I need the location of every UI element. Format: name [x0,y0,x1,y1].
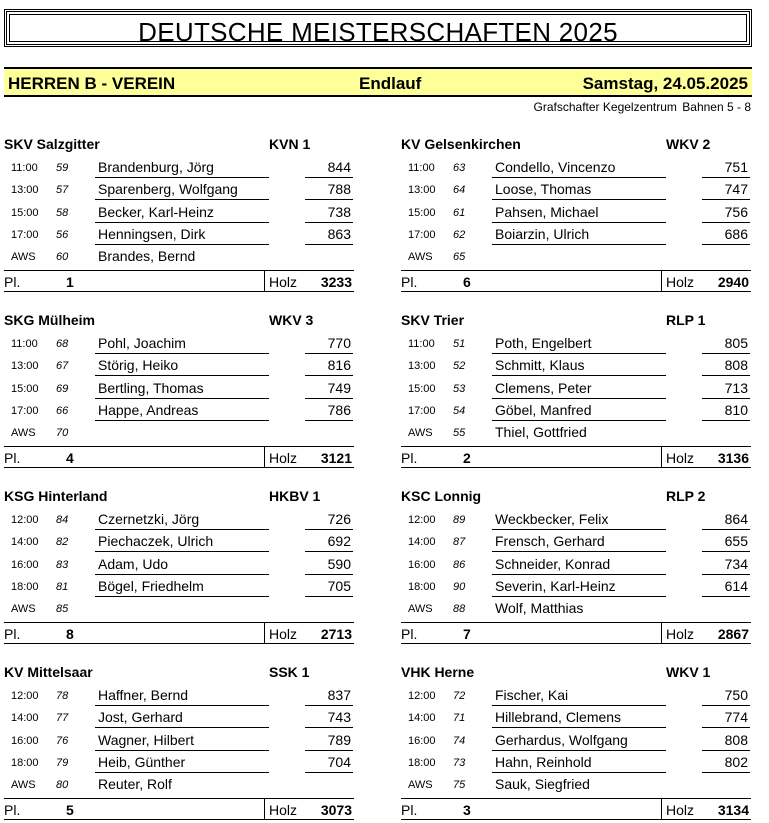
start-time: 14:00 [11,536,39,548]
substitute-row [4,422,354,444]
start-time: 14:00 [408,712,436,724]
team-total: 3136 [717,450,749,466]
place-label: Pl. [401,450,418,466]
start-number: 79 [56,757,69,769]
place-label: Pl. [4,450,21,466]
substitute-number: 88 [453,603,466,615]
start-time: 12:00 [408,514,436,526]
player-row [4,509,354,531]
player-score: 789 [305,732,353,751]
place-label: Pl. [401,626,418,642]
player-row [401,707,751,729]
player-name: Adam, Udo [95,556,269,575]
holz-label: Holz [269,802,298,818]
venue-lanes: Bahnen 5 - 8 [682,100,751,114]
competition-class: HERREN B - VEREIN [8,74,176,93]
holz-label: Holz [666,450,695,466]
start-number: 84 [56,514,69,526]
team-code: WKV 3 [269,312,314,328]
player-score: 738 [305,204,353,223]
player-row [401,685,751,707]
start-number: 62 [453,229,466,241]
start-time: 18:00 [11,757,39,769]
team-block [4,486,354,646]
holz-label: Holz [269,626,298,642]
team-block [401,310,751,470]
player-score: 756 [702,204,750,223]
team-footer [4,270,354,292]
start-time: 18:00 [408,581,436,593]
start-number: 66 [56,405,69,417]
substitute-name: Wolf, Matthias [495,600,584,616]
start-number: 53 [453,383,466,395]
holz-box [661,446,751,468]
aws-label: AWS [408,427,433,439]
place-label: Pl. [4,626,21,642]
team-name: KSG Hinterland [4,488,108,504]
player-name: Schneider, Konrad [492,556,666,575]
player-score: 749 [305,380,353,399]
page-title: DEUTSCHE MEISTERSCHAFTEN 2025 [138,17,618,47]
player-name: Bögel, Friedhelm [95,578,269,597]
start-number: 87 [453,536,466,548]
start-number: 81 [56,581,69,593]
team-name: SKV Salzgitter [4,136,100,152]
start-time: 15:00 [408,207,436,219]
start-time: 12:00 [11,514,39,526]
player-row [401,509,751,531]
player-score: 704 [305,754,353,773]
start-time: 18:00 [11,581,39,593]
start-time: 17:00 [11,405,39,417]
player-name: Wagner, Hilbert [95,732,269,751]
player-row [4,576,354,598]
start-number: 74 [453,735,466,747]
player-row [4,157,354,179]
team-place: 4 [66,450,74,466]
start-number: 58 [56,207,69,219]
substitute-number: 85 [56,603,69,615]
start-number: 89 [453,514,466,526]
substitute-number: 55 [453,427,466,439]
start-time: 11:00 [11,338,38,350]
player-name: Brandenburg, Jörg [95,159,269,178]
team-header [401,310,751,330]
player-score: 810 [702,402,750,421]
start-time: 13:00 [408,184,436,196]
start-number: 90 [453,581,466,593]
player-score: 747 [702,181,750,200]
player-row [4,707,354,729]
start-number: 67 [56,360,69,372]
player-row [401,333,751,355]
start-time: 11:00 [408,162,435,174]
aws-label: AWS [408,603,433,615]
substitute-row [4,598,354,620]
player-row [4,400,354,422]
player-row [401,554,751,576]
holz-box [264,798,354,820]
team-code: KVN 1 [269,136,311,152]
player-name: Fischer, Kai [492,687,666,706]
player-name: Loose, Thomas [492,181,666,200]
player-name: Henningsen, Dirk [95,226,269,245]
team-place: 8 [66,626,74,642]
player-name: Boiarzin, Ulrich [492,226,666,245]
team-footer [401,270,751,292]
team-code: RLP 2 [666,488,706,504]
team-place: 7 [463,626,471,642]
team-footer [4,446,354,468]
venue-line [532,100,751,114]
player-row [401,378,751,400]
team-header [4,662,354,682]
start-time: 13:00 [408,360,436,372]
player-row [4,224,354,246]
place-label: Pl. [4,802,21,818]
start-number: 51 [453,338,466,350]
player-name: Weckbecker, Felix [492,511,666,530]
player-row [4,752,354,774]
player-row [4,531,354,553]
team-name: KV Gelsenkirchen [401,136,521,152]
substitute-row [401,774,751,796]
start-number: 71 [453,712,466,724]
start-time: 15:00 [11,383,39,395]
start-number: 82 [56,536,69,548]
player-score: 837 [305,687,353,706]
team-code: RLP 1 [666,312,706,328]
team-total: 2940 [717,274,749,290]
start-number: 61 [453,207,466,219]
player-row [401,179,751,201]
start-number: 83 [56,559,69,571]
player-name: Störig, Heiko [95,357,269,376]
aws-label: AWS [408,779,433,791]
team-header [4,486,354,506]
player-name: Frensch, Gerhard [492,533,666,552]
holz-box [264,270,354,292]
start-number: 64 [453,184,466,196]
player-row [401,576,751,598]
player-name: Göbel, Manfred [492,402,666,421]
team-block [401,134,751,294]
player-row [401,531,751,553]
team-block [4,310,354,470]
substitute-number: 80 [56,779,69,791]
holz-label: Holz [666,274,695,290]
player-score: 655 [702,533,750,552]
player-name: Hillebrand, Clemens [492,709,666,728]
player-name: Sparenberg, Wolfgang [95,181,269,200]
start-time: 14:00 [11,712,39,724]
player-name: Piechaczek, Ulrich [95,533,269,552]
start-time: 17:00 [408,405,436,417]
substitute-name [95,600,269,619]
player-score: 864 [702,511,750,530]
player-row [401,752,751,774]
holz-label: Holz [269,274,298,290]
substitute-name: Brandes, Bernd [98,248,196,264]
team-footer [4,622,354,644]
team-footer [401,446,751,468]
start-time: 11:00 [408,338,435,350]
start-number: 59 [56,162,69,174]
holz-label: Holz [666,802,695,818]
event-date: Samstag, 24.05.2025 [582,74,748,93]
start-number: 77 [56,712,69,724]
team-code: SSK 1 [269,664,310,680]
team-block [4,134,354,294]
team-total: 3121 [320,450,352,466]
start-time: 12:00 [408,690,436,702]
player-name: Pohl, Joachim [95,335,269,354]
place-label: Pl. [4,274,21,290]
start-time: 12:00 [11,690,39,702]
team-header [401,662,751,682]
substitute-name: Sauk, Siegfried [495,776,590,792]
player-score: 808 [702,732,750,751]
team-total: 3233 [320,274,352,290]
team-footer [4,798,354,820]
player-name: Jost, Gerhard [95,709,269,728]
team-name: KV Mittelsaar [4,664,93,680]
holz-box [661,798,751,820]
team-place: 3 [463,802,471,818]
substitute-number: 65 [453,251,466,263]
team-name: VHK Herne [401,664,475,680]
team-block [4,662,354,822]
player-score: 750 [702,687,750,706]
player-score: 774 [702,709,750,728]
player-score: 808 [702,357,750,376]
start-number: 57 [56,184,69,196]
team-name: SKG Mülheim [4,312,96,328]
team-header [401,486,751,506]
team-header [4,310,354,330]
start-time: 15:00 [408,383,436,395]
player-score: 802 [702,754,750,773]
player-score: 788 [305,181,353,200]
player-name: Czernetzki, Jörg [95,511,269,530]
aws-label: AWS [11,603,36,615]
team-block [401,486,751,646]
start-number: 86 [453,559,466,571]
start-time: 17:00 [408,229,436,241]
player-score: 863 [305,226,353,245]
player-name: Schmitt, Klaus [492,357,666,376]
player-name: Clemens, Peter [492,380,666,399]
player-score: 692 [305,533,353,552]
start-number: 52 [453,360,466,372]
start-number: 56 [56,229,69,241]
team-header [4,134,354,154]
player-name: Happe, Andreas [95,402,269,421]
substitute-row [401,422,751,444]
aws-label: AWS [11,427,36,439]
player-score: 614 [702,578,750,597]
team-header [401,134,751,154]
team-name: SKV Trier [401,312,465,328]
start-number: 54 [453,405,466,417]
aws-label: AWS [11,779,36,791]
holz-box [661,622,751,644]
team-total: 3134 [717,802,749,818]
player-row [401,224,751,246]
start-number: 78 [56,690,69,702]
start-time: 13:00 [11,360,39,372]
holz-box [264,446,354,468]
holz-box [264,622,354,644]
team-block [401,662,751,822]
player-name: Gerhardus, Wolfgang [492,732,666,751]
start-time: 16:00 [11,735,39,747]
start-time: 16:00 [408,735,436,747]
player-score: 805 [702,335,750,354]
player-row [4,554,354,576]
player-row [401,157,751,179]
start-number: 73 [453,757,466,769]
round-label: Endlauf [359,74,422,93]
start-time: 17:00 [11,229,39,241]
start-time: 15:00 [11,207,39,219]
aws-label: AWS [408,251,433,263]
team-place: 5 [66,802,74,818]
holz-label: Holz [269,450,298,466]
start-time: 16:00 [408,559,436,571]
start-number: 76 [56,735,69,747]
player-score: 786 [305,402,353,421]
player-row [401,400,751,422]
team-footer [401,622,751,644]
player-score: 743 [305,709,353,728]
aws-label: AWS [11,251,36,263]
player-name: Poth, Engelbert [492,335,666,354]
player-row [4,333,354,355]
player-score: 751 [702,159,750,178]
player-score: 770 [305,335,353,354]
start-number: 68 [56,338,69,350]
player-row [4,378,354,400]
substitute-name [492,248,666,267]
substitute-number: 75 [453,779,466,791]
player-score: 734 [702,556,750,575]
holz-box [661,270,751,292]
player-name: Severin, Karl-Heinz [492,578,666,597]
player-score: 726 [305,511,353,530]
player-score: 844 [305,159,353,178]
header-band [4,67,752,97]
place-label: Pl. [401,802,418,818]
start-number: 63 [453,162,466,174]
substitute-row [4,246,354,268]
player-name: Haffner, Bernd [95,687,269,706]
team-code: WKV 1 [666,664,711,680]
player-name: Becker, Karl-Heinz [95,204,269,223]
player-row [4,685,354,707]
substitute-row [4,774,354,796]
substitute-number: 60 [56,251,69,263]
team-footer [401,798,751,820]
start-time: 18:00 [408,757,436,769]
team-code: HKBV 1 [269,488,321,504]
start-time: 14:00 [408,536,436,548]
player-name: Pahsen, Michael [492,204,666,223]
holz-label: Holz [666,626,695,642]
venue-name: Grafschafter Kegelzentrum [533,100,677,114]
team-total: 2713 [320,626,352,642]
team-place: 2 [463,450,471,466]
player-score: 713 [702,380,750,399]
player-row [4,202,354,224]
player-score: 686 [702,226,750,245]
start-number: 72 [453,690,466,702]
player-name: Condello, Vincenzo [492,159,666,178]
player-name: Hahn, Reinhold [492,754,666,773]
start-time: 13:00 [11,184,39,196]
player-score: 590 [305,556,353,575]
team-code: WKV 2 [666,136,711,152]
substitute-name: Reuter, Rolf [98,776,172,792]
team-name: KSC Lonnig [401,488,482,504]
team-total: 3073 [320,802,352,818]
player-row [401,202,751,224]
place-label: Pl. [401,274,418,290]
player-row [4,730,354,752]
substitute-row [401,598,751,620]
player-row [4,355,354,377]
player-row [4,179,354,201]
player-score: 816 [305,357,353,376]
start-time: 16:00 [11,559,39,571]
team-place: 6 [463,274,471,290]
player-name: Heib, Günther [95,754,269,773]
player-name: Bertling, Thomas [95,380,269,399]
team-place: 1 [66,274,74,290]
player-score: 705 [305,578,353,597]
substitute-number: 70 [56,427,69,439]
substitute-name [95,424,269,443]
player-row [401,355,751,377]
substitute-name: Thiel, Gottfried [495,424,587,440]
substitute-row [401,246,751,268]
player-row [401,730,751,752]
title-box [4,9,752,47]
team-total: 2867 [717,626,749,642]
start-time: 11:00 [11,162,38,174]
start-number: 69 [56,383,69,395]
